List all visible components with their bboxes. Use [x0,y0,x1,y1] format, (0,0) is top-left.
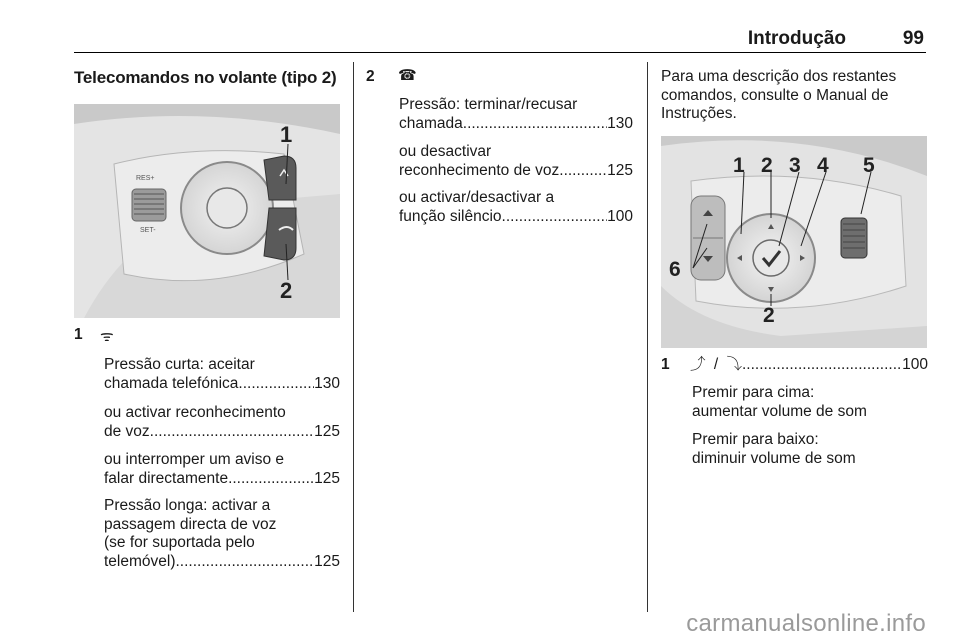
entry-text: Pressão curta: aceitar [104,356,255,373]
toc-line [104,375,340,394]
set-label: SET- [140,227,156,234]
voice-call-icon: ᯤ [100,328,114,345]
item-2-entry-1 [399,96,633,133]
item-2-entry-2 [399,143,633,180]
item-1-entry-3 [104,451,340,488]
volume-symbols [690,356,742,375]
entry-text: (se for suportada pelo [104,534,255,551]
watermark: carmanualsonline.info [686,610,926,637]
volume-down-icon: ⤵ [726,356,742,373]
intro-line: comandos, consulte o Manual de [661,86,889,104]
callout-6: 6 [669,258,681,281]
page-ref: 125 [314,469,340,487]
page-ref: 125 [607,161,633,179]
callout-1: 1 [280,122,293,147]
toc-line [399,208,633,227]
toc-line [104,553,340,572]
toc-line [399,162,633,181]
column-divider-1 [353,62,354,612]
entry-text: chamada [399,114,463,132]
item-1-entry-1 [104,356,340,393]
item-2-entry-3 [399,189,633,226]
steering-wheel-figure-left [74,104,340,318]
callout-2-bottom: 2 [763,304,775,327]
callout-1: 1 [733,154,745,177]
entry-text: diminuir volume de som [692,449,856,467]
page-ref: 125 [314,422,340,440]
page-number: 99 [902,28,924,49]
toc-line [104,470,340,489]
entry-text: Pressão longa: activar a [104,497,271,514]
page-title: Introdução [747,28,846,49]
callout-2: 2 [761,154,773,177]
toc-line [399,115,633,134]
entry-text: ou desactivar [399,143,492,160]
entry-text: chamada telefónica [104,374,239,392]
page-ref: 125 [314,552,340,570]
entry-text: telemóvel) [104,552,176,570]
entry-text: ou interromper um aviso e [104,451,285,468]
entry-text: reconhecimento de voz [399,161,560,179]
page-ref: 130 [314,374,340,392]
page-header [74,26,926,53]
section-title: Telecomandos no volante (tipo 2) [74,68,337,87]
column-divider-2 [647,62,648,612]
res-label: RES+ [136,175,155,182]
steering-wheel-illustration [74,104,340,318]
callout-3: 3 [789,154,801,177]
slash: / [713,356,719,373]
entry-text: passagem directa de voz [104,515,277,533]
entry-text: de voz [104,422,150,440]
entry-text: Pressão: terminar/recusar [399,96,578,113]
entry-text: função silêncio [399,207,502,225]
page-ref: 130 [607,114,633,132]
volume-up-icon: ⤴ [690,356,706,373]
item-1-number: 1 [74,326,83,343]
entry-text: ou activar/desactivar a [399,189,555,206]
intro-line: Instruções. [661,105,737,122]
item-1-number-right: 1 [661,356,670,373]
callout-4: 4 [817,154,829,177]
intro-paragraph [661,68,927,124]
callout-2: 2 [280,278,293,303]
toc-line [104,423,340,442]
entry-text: Premir para cima: [692,384,815,401]
intro-line: Para uma descrição dos restantes [661,68,897,85]
entry-text: aumentar volume de som [692,402,867,420]
entry-text: ou activar reconhecimento [104,404,286,421]
item-1-entry-2 [104,404,340,441]
hang-up-icon: ☎ [398,67,417,84]
volume-toc-line [690,356,928,375]
volume-down-desc [692,431,928,468]
steering-wheel-illustration [661,136,927,348]
steering-wheel-figure-right [661,136,927,348]
toc-line [690,356,928,375]
entry-text: falar directamente [104,469,229,487]
page-ref: 100 [607,207,633,225]
item-2-number: 2 [366,68,375,85]
item-1-entry-4 [104,497,340,571]
callout-5: 5 [863,154,875,177]
entry-text: Premir para baixo: [692,431,819,448]
page-ref: 100 [902,356,928,373]
volume-up-desc [692,384,928,421]
